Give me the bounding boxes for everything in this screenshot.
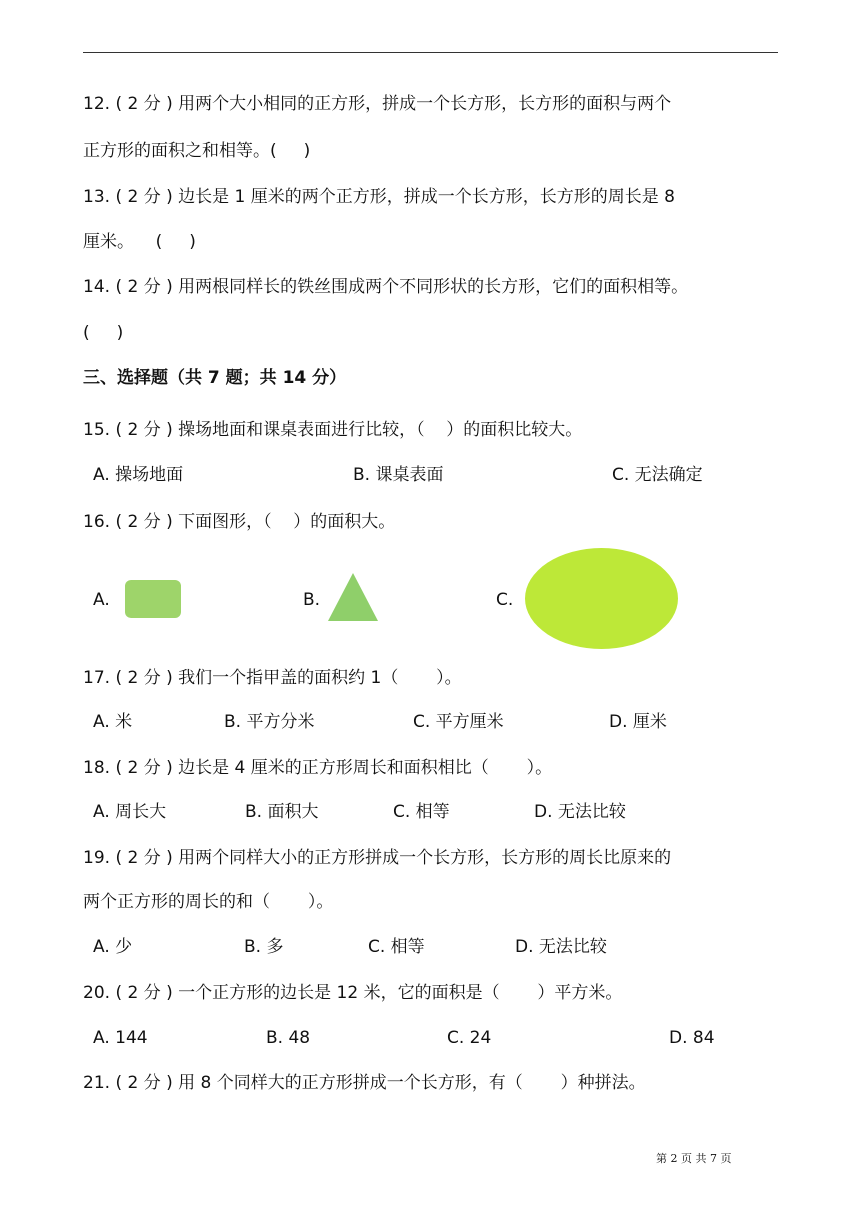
page-number-footer: 第 2 页 共 7 页 (656, 1152, 732, 1165)
q20-option-a: A. 144 (93, 1028, 148, 1048)
q20-option-b: B. 48 (266, 1028, 311, 1048)
q19-option-c: C. 相等 (368, 937, 425, 957)
q19-option-b: B. 多 (244, 937, 284, 957)
question-17: 17. ( 2 分 ) 我们一个指甲盖的面积约 1（ ）。 (83, 668, 462, 688)
q18-option-c: C. 相等 (393, 802, 450, 822)
q15-option-c: C. 无法确定 (612, 465, 703, 485)
question-15: 15. ( 2 分 ) 操场地面和课桌表面进行比较，（ ）的面积比较大。 (83, 420, 583, 440)
question-13-line-2: 厘米。 ( ) (83, 232, 196, 252)
green-triangle-shape (326, 571, 380, 623)
q20-option-c: C. 24 (447, 1028, 492, 1048)
q17-option-c: C. 平方厘米 (413, 712, 504, 732)
header-rule (83, 52, 778, 53)
question-12-line-2: 正方形的面积之和相等。( ) (83, 141, 311, 161)
question-13-line-1: 13. ( 2 分 ) 边长是 1 厘米的两个正方形，拼成一个长方形，长方形的周长是 8 (83, 187, 675, 207)
q20-option-d: D. 84 (669, 1028, 715, 1048)
green-rectangle-shape (125, 580, 181, 618)
question-18: 18. ( 2 分 ) 边长是 4 厘米的正方形周长和面积相比（ ）。 (83, 758, 553, 778)
q17-option-b: B. 平方分米 (224, 712, 315, 732)
question-14-line-1: 14. ( 2 分 ) 用两根同样长的铁丝围成两个不同形状的长方形，它们的面积相等。 (83, 277, 689, 297)
question-19-line-2: 两个正方形的周长的和（ ）。 (83, 892, 334, 912)
q17-option-d: D. 厘米 (609, 712, 667, 732)
q18-option-b: B. 面积大 (245, 802, 319, 822)
q16-option-b: B. (303, 590, 321, 610)
q19-option-d: D. 无法比较 (515, 937, 607, 957)
question-19-line-1: 19. ( 2 分 ) 用两个同样大小的正方形拼成一个长方形，长方形的周长比原来的 (83, 848, 672, 868)
question-12-line-1: 12. ( 2 分 ) 用两个大小相同的正方形，拼成一个长方形，长方形的面积与两个 (83, 94, 672, 114)
q15-option-b: B. 课桌表面 (353, 465, 444, 485)
q19-option-a: A. 少 (93, 937, 133, 957)
q15-option-a: A. 操场地面 (93, 465, 184, 485)
yellow-green-ellipse-shape (525, 548, 678, 649)
question-16: 16. ( 2 分 ) 下面图形，（ ）的面积大。 (83, 512, 396, 532)
q17-option-a: A. 米 (93, 712, 133, 732)
question-21: 21. ( 2 分 ) 用 8 个同样大的正方形拼成一个长方形，有（ ）种拼法。 (83, 1073, 646, 1093)
q18-option-d: D. 无法比较 (534, 802, 626, 822)
question-20: 20. ( 2 分 ) 一个正方形的边长是 12 米，它的面积是（ ）平方米。 (83, 983, 623, 1003)
section-heading-choice: 三、选择题（共 7 题；共 14 分） (83, 368, 347, 388)
q16-option-c: C. (496, 590, 514, 610)
q18-option-a: A. 周长大 (93, 802, 167, 822)
question-14-line-2: ( ) (83, 323, 124, 343)
q16-option-a: A. (93, 590, 110, 610)
